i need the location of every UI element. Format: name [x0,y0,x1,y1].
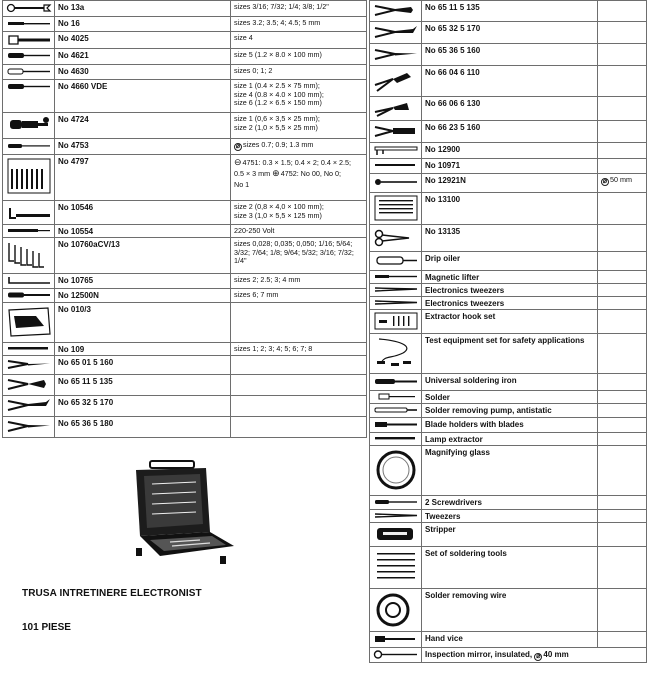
stripper-icon [373,524,419,544]
combination-wrench-icon [6,2,52,14]
table-row: No 4797 ⊖4751: 0.3 × 1.5; 0.4 × 2; 0.4 × 2.5; 0.5 × 3 mm ⊕4752: No 00, No 0; No 1 [3,155,367,201]
table-row: No 65 32 5 170 [370,22,647,44]
table-row: Magnetic lifter [370,271,647,284]
vde-screwdriver-icon [6,81,52,111]
precision-screwdriver-set-icon [373,194,419,222]
table-row: Universal soldering iron [370,374,647,391]
needle-nose-pliers-icon [373,45,419,63]
end-cutter-icon [373,98,419,118]
magnetic-lifter-icon [373,272,419,281]
caliper-icon [373,144,419,156]
table-row: Lamp extractor [370,433,647,446]
table-row: No 12921N ⌀ 50 mm [370,174,647,193]
tool-catalog-right [369,0,647,663]
hex-key-driver-icon [6,18,52,29]
voltage-tester-icon [6,226,52,235]
angled-screwdriver-icon [6,202,52,222]
table-row: Drip oiler [370,252,647,271]
nut-driver-icon [6,290,52,300]
pin-punch-icon [6,344,52,353]
diameter-symbol: ⌀ [536,653,541,660]
tool-catalog-left [2,0,367,438]
phillips-screw-icon: ⊕ [272,168,280,178]
pliers-icon [373,2,419,19]
table-row: No 16 sizes 3.2; 3.5; 4; 4.5; 5 mm [3,17,367,32]
screwdriver-icon [373,497,419,507]
table-row: No 10971 [370,159,647,174]
scissors-icon [373,226,419,249]
adjustable-wrench-icon [6,33,52,47]
soldering-tools-set-icon [373,548,419,586]
table-row: Test equipment set for safety applications [370,334,647,374]
table-row: No 4025 size 4 [3,32,367,49]
table-row: No 4630 sizes 0; 1; 2 [3,65,367,80]
magnifying-glass-icon [373,447,419,493]
diameter-symbol: ⌀ [602,178,608,185]
table-row: No 65 32 5 170 [3,396,367,417]
item-code: No 13a [55,1,231,17]
table-row: Magnifying glass [370,446,647,496]
diameter-symbol: ⌀ [235,143,241,150]
blade-holder-icon [373,419,419,430]
table-row: No 65 36 5 160 [370,44,647,66]
table-row: No 10760aCV/13 sizes 0,028; 0,035; 0,050; 1/16; 5/64; 3/32; 7/64; 1/8; 9/64; 5/32; 3/16; 7/32; 1/4" [3,238,367,274]
table-row: No 109 sizes 1; 2; 3; 4; 5; 6; 7; 8 [3,343,367,356]
table-row: Electronics tweezers [370,284,647,297]
table-row: Solder removing pump, antistatic [370,404,647,418]
test-leads-icon [373,335,419,371]
table-row: Solder removing wire [370,589,647,632]
case-piece-count: 101 PIESE [22,622,71,633]
table-row: No 4724 size 1 (0,6 × 3,5 × 25 mm); size 2 (1,0 × 5,5 × 25 mm) [3,113,367,139]
table-row: No 10765 sizes 2; 2.5; 3; 4 mm [3,274,367,289]
table-row: Stripper [370,523,647,547]
table-row: No 65 01 5 160 [3,356,367,375]
bent-nose-pliers-icon [6,397,52,414]
table-row: No 65 11 5 135 [370,1,647,22]
table-row: No 4621 size 5 (1.2 × 8.0 × 100 mm) [3,49,367,65]
table-row: Extractor hook set [370,310,647,334]
table-row: Tweezers [370,510,647,523]
hex-key-set-icon [6,239,52,271]
tweezers-icon [373,511,419,520]
lamp-extractor-icon [373,434,419,443]
tweezers-icon [373,285,419,294]
solder-wick-icon [373,590,419,629]
table-row: No 4753 ⌀ sizes 0.7; 0.9; 1.3 mm [3,139,367,155]
soldering-iron-icon [373,375,419,388]
table-row: Blade holders with blades [370,418,647,433]
screwdriver-set-icon [6,114,52,136]
desoldering-pump-icon [373,405,419,415]
side-cutter-icon [6,376,52,393]
scriber-icon [373,160,419,171]
table-row: 2 Screwdrivers [370,496,647,510]
tool-image [3,1,55,17]
table-row [3,1,367,17]
table-row: No 65 36 5 180 [3,417,367,438]
tool-case-image [130,458,242,568]
table-row: No 10554 220-250 Volt [3,225,367,238]
inspection-mirror-icon [373,649,419,660]
table-row: No 10546 size 2 (0,8 × 4,0 × 100 mm); size 3 (1,0 × 5,5 × 125 mm) [3,201,367,225]
precision-screwdriver-set-icon [6,156,52,198]
table-row: Inspection mirror, insulated, ⌀ 40 mm [370,648,647,663]
bent-nose-pliers-icon [373,23,419,41]
screwdriver-icon [6,50,52,61]
table-row: No 13100 [370,193,647,225]
case-title: TRUSA INTRETINERE ELECTRONIST [22,588,202,599]
pliers-icon [6,357,52,372]
ball-hex-key-icon [6,275,52,286]
hand-vice-icon [373,633,419,645]
table-row: Solder [370,391,647,404]
table-row: No 13135 [370,225,647,252]
diagonal-cutter-icon [373,67,419,94]
drip-oiler-icon [373,253,419,268]
table-row: No 66 23 5 160 [370,121,647,143]
needle-nose-pliers-icon [6,418,52,435]
table-row: No 65 11 5 135 [3,375,367,396]
table-row: No 4660 VDE size 1 (0.4 × 2.5 × 75 mm); size 4 (0.8 × 4.0 × 100 mm); size 6 (1.2 × 6.5 × 150 mm) [3,80,367,113]
tool-pouch-icon [6,304,52,340]
table-row: Hand vice [370,632,647,648]
table-row: No 12900 [370,143,647,159]
hex-driver-icon [6,140,52,152]
table-row: No 66 06 6 130 [370,97,647,121]
slotted-screw-icon: ⊖ [234,157,242,167]
table-row: No 66 04 6 110 [370,66,647,97]
phillips-screwdriver-icon [6,66,52,77]
extractor-hook-set-icon [373,311,419,331]
table-row: Electronics tweezers [370,297,647,310]
solder-icon [373,392,419,401]
table-row: Set of soldering tools [370,547,647,589]
table-row: No 010/3 [3,303,367,343]
table-row: No 12500N sizes 6; 7 mm [3,289,367,303]
wire-stripper-icon [373,122,419,140]
item-desc: sizes 3/16; 7/32; 1/4; 3/8; 1/2" [231,1,367,17]
tweezers-icon [373,298,419,307]
telescopic-magnet-icon [373,175,419,190]
